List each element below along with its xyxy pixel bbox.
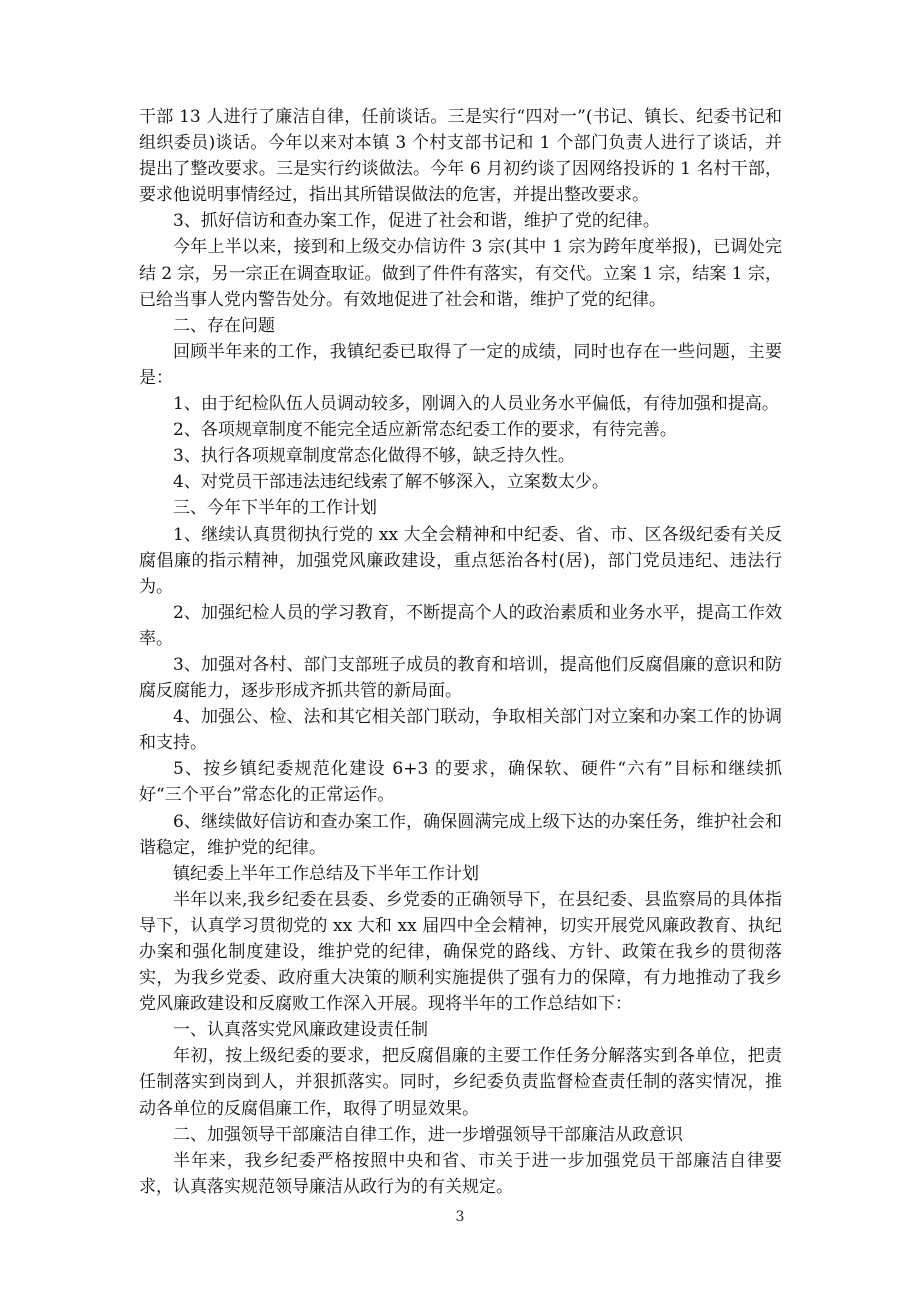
paragraph: 半年以来,我乡纪委在县委、乡党委的正确领导下，在县纪委、县监察局的具体指导下，认真学习贯彻党的 xx 大和 xx 届四中全会精神，切实开展党风廉政教育、执纪办案和强化制度建设，维护党的纪律，确保党的路线、方针、政策在我乡的贯彻落实，为我乡党委、政府重大决策的顺利实施提供了强有力的保障，有力地推动了我乡党风廉政建设和反腐败工作深入开展。现将半年的工作总结如下： bbox=[139, 889, 782, 1015]
paragraph: 干部 13 人进行了廉洁自律，任前谈话。三是实行“四对一”(书记、镇长、纪委书记和组织委员)谈话。今年以来对本镇 3 个村支部书记和 1 个部门负责人进行了谈话，并提出了整改要求。三是实行约谈做法。今年 6 月初约谈了因网络投诉的 1 名村干部，要求他说明事情经过，指出其所错误做法的危害，并提出整改要求。 bbox=[139, 107, 782, 206]
section-heading: 二、加强领导干部廉洁自律工作，进一步增强领导干部廉洁从政意识 bbox=[173, 1124, 683, 1145]
list-item: 4、对党员干部违法违纪线索了解不够深入，立案数太少。 bbox=[173, 472, 609, 493]
list-item: 3、执行各项规章制度常态化做得不够，缺乏持久性。 bbox=[173, 446, 575, 467]
paragraph: 3、抓好信访和查办案工作，促进了社会和谐，维护了党的纪律。 bbox=[173, 211, 660, 232]
list-item: 3、加强对各村、部门支部班子成员的教育和培训，提高他们反腐倡廉的意识和防腐反腐能力，逐步形成齐抓共管的新局面。 bbox=[139, 654, 782, 702]
page-number: 3 bbox=[455, 1209, 465, 1225]
list-item: 1、由于纪检队伍人员调动较多，刚调入的人员业务水平偏低，有待加强和提高。 bbox=[173, 394, 779, 415]
list-item: 5、按乡镇纪委规范化建设 6+3 的要求，确保软、硬件“六有”目标和继续抓好“三个平台”常态化的正常运作。 bbox=[139, 759, 782, 806]
document-body bbox=[139, 104, 782, 1200]
document-subtitle: 镇纪委上半年工作总结及下半年工作计划 bbox=[173, 863, 479, 884]
paragraph: 今年上半以来，接到和上级交办信访件 3 宗(其中 1 宗为跨年度举报)，已调处完结 2 宗，另一宗正在调查取证。做到了件件有落实，有交代。立案 1 宗，结案 1 宗，已给当事人党内警告处分。有效地促进了社会和谐，维护了党的纪律。 bbox=[139, 237, 782, 310]
paragraph: 半年来，我乡纪委严格按照中央和省、市关于进一步加强党员干部廉洁自律要求，认真落实规范领导廉洁从政行为的有关规定。 bbox=[139, 1150, 782, 1197]
list-item: 4、加强公、检、法和其它相关部门联动，争取相关部门对立案和办案工作的协调和支持。 bbox=[139, 707, 782, 754]
section-heading: 一、认真落实党风廉政建设责任制 bbox=[173, 1020, 428, 1041]
list-item: 2、加强纪检人员的学习教育，不断提高个人的政治素质和业务水平，提高工作效率。 bbox=[139, 602, 782, 649]
list-item: 6、继续做好信访和查办案工作，确保圆满完成上级下达的办案任务，维护社会和谐稳定，维护党的纪律。 bbox=[139, 811, 782, 858]
list-item: 2、各项规章制度不能完全适应新常态纪委工作的要求，有待完善。 bbox=[173, 420, 677, 441]
section-heading: 二、存在问题 bbox=[173, 315, 275, 336]
paragraph: 回顾半年来的工作，我镇纪委已取得了一定的成绩，同时也存在一些问题，主要是： bbox=[139, 341, 782, 388]
paragraph: 年初，按上级纪委的要求，把反腐倡廉的主要工作任务分解落实到各单位，把责任制落实到岗到人，并狠抓落实。同时，乡纪委负责监督检查责任制的落实情况，推动各单位的反腐倡廉工作，取得了明显效果。 bbox=[139, 1046, 782, 1119]
list-item: 1、继续认真贯彻执行党的 xx 大全会精神和中纪委、省、市、区各级纪委有关反腐倡廉的指示精神，加强党风廉政建设，重点惩治各村(居)，部门党员违纪、违法行为。 bbox=[139, 524, 782, 597]
section-heading: 三、今年下半年的工作计划 bbox=[173, 498, 377, 519]
